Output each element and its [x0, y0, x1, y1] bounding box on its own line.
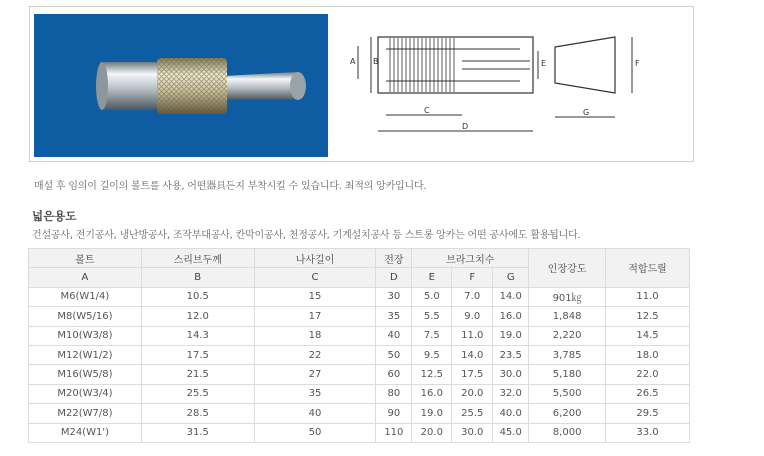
cell-f: 11.0 [452, 326, 493, 345]
cell-drill: 22.0 [606, 365, 690, 384]
cell-g: 45.0 [493, 423, 529, 442]
cell-e: 19.0 [412, 404, 452, 423]
sub-a: A [29, 268, 142, 287]
cell-f: 7.0 [452, 287, 493, 306]
cell-c: 27 [254, 365, 376, 384]
dim-a-label: A [350, 57, 356, 66]
cell-bolt: M12(W1/2) [29, 345, 142, 364]
cell-d: 40 [376, 326, 412, 345]
col-drill: 적합드릴 [606, 249, 690, 288]
sub-c: C [254, 268, 376, 287]
cell-drill: 29.5 [606, 404, 690, 423]
cell-tensile: 5,500 [529, 384, 606, 403]
cell-c: 18 [254, 326, 376, 345]
cell-e: 5.0 [412, 287, 452, 306]
cell-c: 22 [254, 345, 376, 364]
cell-bolt: M10(W3/8) [29, 326, 142, 345]
cell-b: 10.5 [141, 287, 254, 306]
header-row [29, 249, 690, 268]
dim-c-label: C [424, 106, 430, 115]
cell-g: 23.5 [493, 345, 529, 364]
cell-c: 50 [254, 423, 376, 442]
cell-d: 35 [376, 307, 412, 326]
cell-drill: 14.5 [606, 326, 690, 345]
cell-b: 12.0 [141, 307, 254, 326]
cell-drill: 18.0 [606, 345, 690, 364]
anchor-illustration [34, 14, 328, 157]
cell-g: 16.0 [493, 307, 529, 326]
cell-e: 16.0 [412, 384, 452, 403]
cell-f: 9.0 [452, 307, 493, 326]
sub-g: G [493, 268, 529, 287]
dim-f-label: F [635, 59, 640, 68]
spec-table [28, 248, 690, 443]
cell-e: 20.0 [412, 423, 452, 442]
cell-f: 30.0 [452, 423, 493, 442]
cell-bolt: M8(W5/16) [29, 307, 142, 326]
product-image-frame [29, 6, 694, 162]
sub-f: F [452, 268, 493, 287]
table-row [29, 423, 690, 442]
dim-e-label: E [541, 59, 547, 68]
col-bracket: 브라그치수 [412, 249, 529, 268]
table-row [29, 384, 690, 403]
cell-d: 50 [376, 345, 412, 364]
cell-g: 19.0 [493, 326, 529, 345]
sub-e: E [412, 268, 452, 287]
cell-f: 14.0 [452, 345, 493, 364]
dim-b-label: B [373, 57, 379, 66]
cell-bolt: M20(W3/4) [29, 384, 142, 403]
cell-tensile: 2,220 [529, 326, 606, 345]
sub-b: B [141, 268, 254, 287]
usage-title: 넓은용도 [32, 209, 77, 223]
cell-drill: 11.0 [606, 287, 690, 306]
cell-f: 17.5 [452, 365, 493, 384]
table-row [29, 365, 690, 384]
cell-f: 25.5 [452, 404, 493, 423]
col-sleeve: 스리브두께 [141, 249, 254, 268]
col-bolt: 볼트 [29, 249, 142, 268]
cell-d: 90 [376, 404, 412, 423]
cell-c: 15 [254, 287, 376, 306]
cell-tensile: 5,180 [529, 365, 606, 384]
table-row [29, 404, 690, 423]
cell-b: 14.3 [141, 326, 254, 345]
cell-g: 32.0 [493, 384, 529, 403]
cone-outline [555, 37, 615, 93]
cell-b: 25.5 [141, 384, 254, 403]
sub-d: D [376, 268, 412, 287]
col-thread: 나사길이 [254, 249, 376, 268]
product-description: 매설 후 임의이 길이의 볼트를 사용, 어떤器具든지 부착시킬 수 있습니다. 최적의 앙카입니다. [34, 181, 427, 192]
cell-drill: 33.0 [606, 423, 690, 442]
cell-bolt: M24(W1') [29, 423, 142, 442]
cell-e: 9.5 [412, 345, 452, 364]
thread-hatching [390, 38, 454, 92]
table-row [29, 307, 690, 326]
cell-bolt: M22(W7/8) [29, 404, 142, 423]
cell-g: 14.0 [493, 287, 529, 306]
cell-f: 20.0 [452, 384, 493, 403]
cell-e: 12.5 [412, 365, 452, 384]
col-length: 전장 [376, 249, 412, 268]
cell-tensile: 8,000 [529, 423, 606, 442]
cell-d: 80 [376, 384, 412, 403]
col-tensile: 인장강도 [529, 249, 606, 288]
table-row [29, 345, 690, 364]
cell-tensile: 901㎏ [529, 287, 606, 306]
cell-tensile: 1,848 [529, 307, 606, 326]
cell-e: 7.5 [412, 326, 452, 345]
cell-bolt: M6(W1/4) [29, 287, 142, 306]
table-row [29, 287, 690, 306]
cell-b: 21.5 [141, 365, 254, 384]
dim-g-label: G [583, 108, 590, 117]
cell-b: 17.5 [141, 345, 254, 364]
anchor-photo [34, 14, 328, 157]
cell-e: 5.5 [412, 307, 452, 326]
cell-tensile: 6,200 [529, 404, 606, 423]
cell-d: 110 [376, 423, 412, 442]
cell-d: 30 [376, 287, 412, 306]
cell-d: 60 [376, 365, 412, 384]
cell-g: 30.0 [493, 365, 529, 384]
cell-c: 40 [254, 404, 376, 423]
table-row [29, 326, 690, 345]
cell-b: 28.5 [141, 404, 254, 423]
dim-d-label: D [462, 122, 469, 131]
usage-text: 건설공사, 전기공사, 냉난방공사, 조작부대공사, 칸막이공사, 천정공사, 기계설치공사 등 스트롱 앙카는 어떤 공사에도 활용됩니다. [32, 230, 581, 241]
cell-drill: 26.5 [606, 384, 690, 403]
cell-drill: 12.5 [606, 307, 690, 326]
cell-c: 35 [254, 384, 376, 403]
cell-b: 31.5 [141, 423, 254, 442]
cell-tensile: 3,785 [529, 345, 606, 364]
cell-bolt: M16(W5/8) [29, 365, 142, 384]
technical-diagram [350, 19, 650, 154]
cell-c: 17 [254, 307, 376, 326]
sleeve-outline [378, 37, 533, 93]
cell-g: 40.0 [493, 404, 529, 423]
